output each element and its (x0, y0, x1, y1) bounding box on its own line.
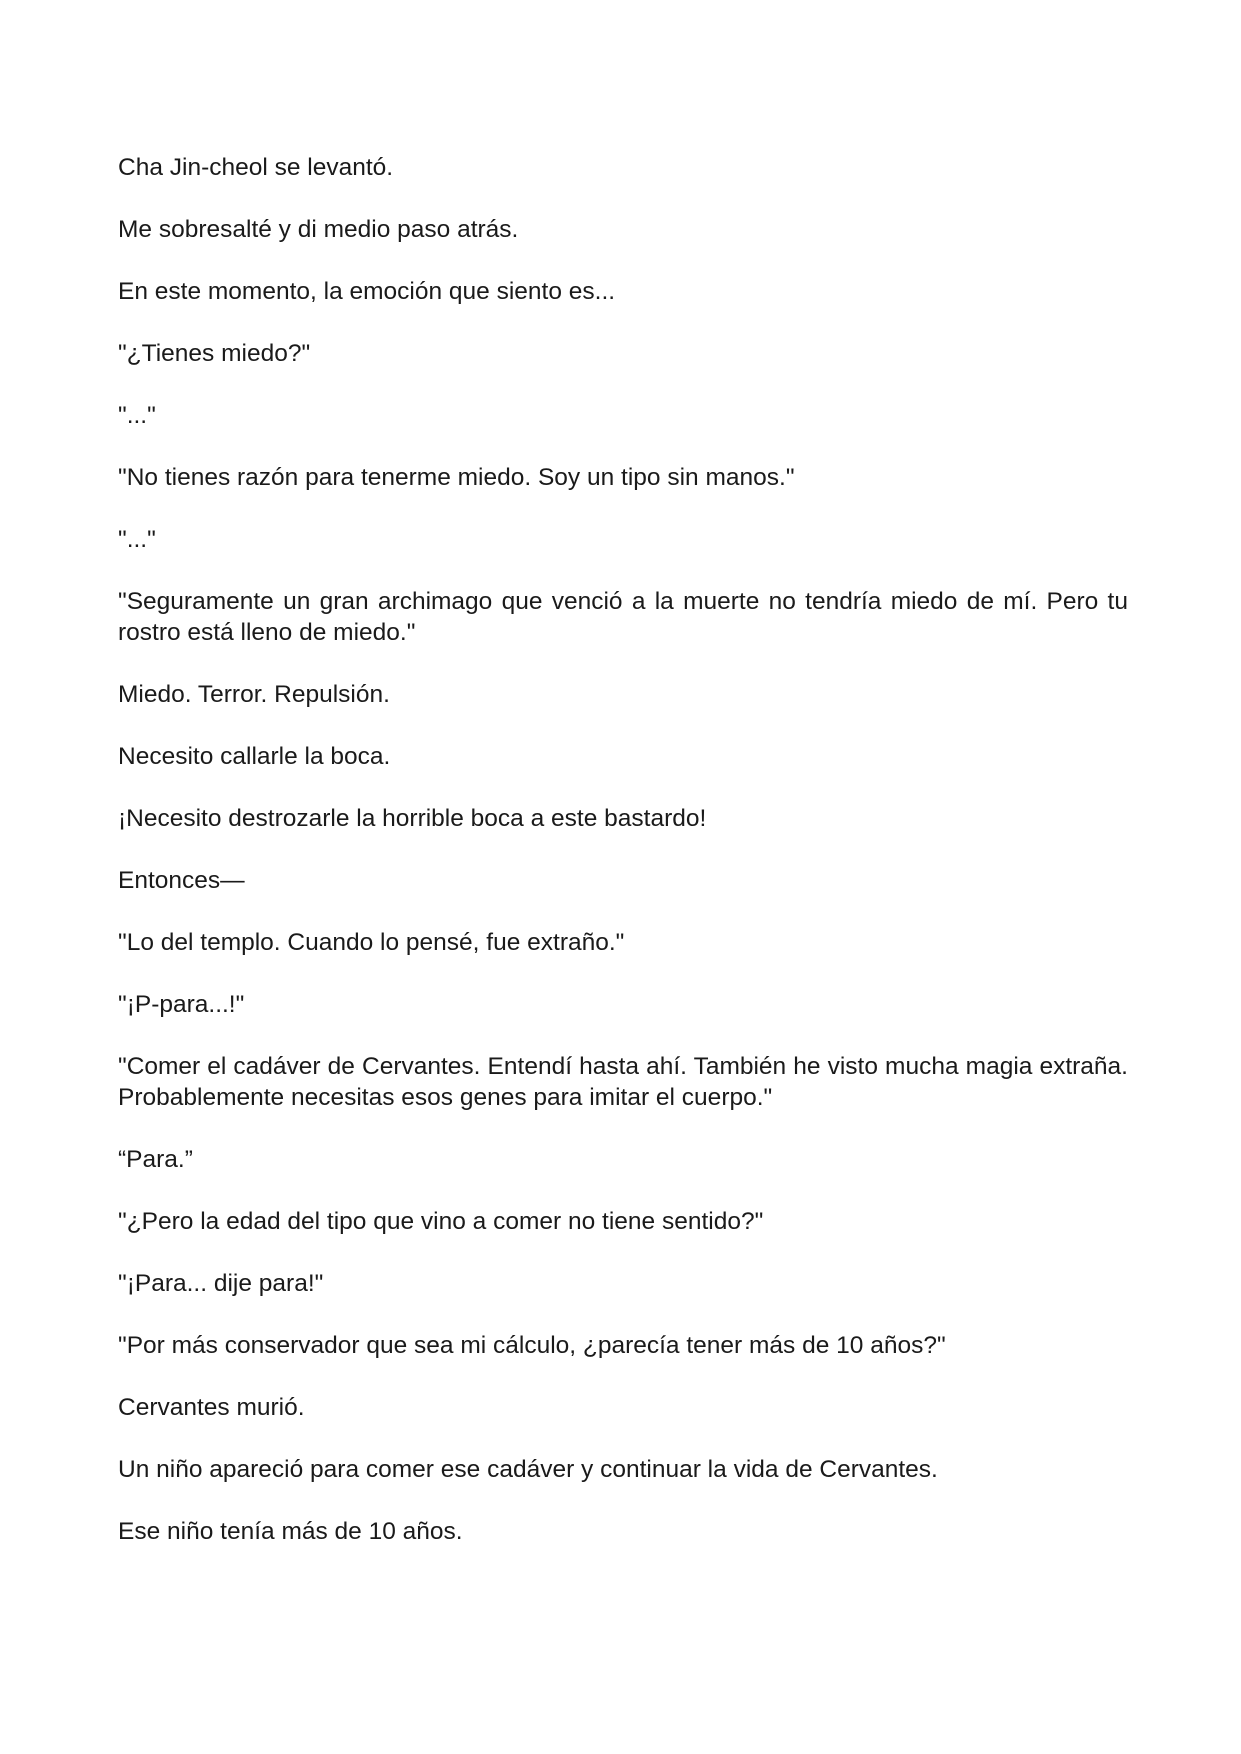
paragraph-8: "Seguramente un gran archimago que venció a la muerte no tendría miedo de mí. Pero tu rostro está lleno de miedo." (118, 588, 1128, 646)
paragraph-7: "..." (118, 526, 156, 553)
paragraph-9: Miedo. Terror. Repulsión. (118, 681, 390, 708)
paragraph-6: "No tienes razón para tenerme miedo. Soy un tipo sin manos." (118, 464, 795, 491)
paragraph-5: "..." (118, 402, 156, 429)
paragraph-18: "¡Para... dije para!" (118, 1270, 324, 1297)
paragraph-3: En este momento, la emoción que siento es... (118, 278, 616, 305)
paragraph-21: Un niño apareció para comer ese cadáver y continuar la vida de Cervantes. (118, 1456, 938, 1483)
paragraph-12: Entonces— (118, 867, 245, 894)
paragraph-20: Cervantes murió. (118, 1394, 305, 1421)
paragraph-15: "Comer el cadáver de Cervantes. Entendí hasta ahí. También he visto mucha magia extraña. Probablemente necesitas esos genes para imitar el cuerpo." (118, 1053, 1128, 1111)
paragraph-4: "¿Tienes miedo?" (118, 340, 311, 367)
paragraph-19: "Por más conservador que sea mi cálculo, ¿parecía tener más de 10 años?" (118, 1332, 946, 1359)
paragraph-22: Ese niño tenía más de 10 años. (118, 1518, 463, 1545)
paragraph-10: Necesito callarle la boca. (118, 743, 391, 770)
paragraph-17: "¿Pero la edad del tipo que vino a comer no tiene sentido?" (118, 1208, 764, 1235)
paragraph-2: Me sobresalté y di medio paso atrás. (118, 216, 519, 243)
paragraph-16: “Para.” (118, 1146, 193, 1173)
paragraph-11: ¡Necesito destrozarle la horrible boca a este bastardo! (118, 805, 707, 832)
paragraph-13: "Lo del templo. Cuando lo pensé, fue extraño." (118, 929, 625, 956)
document-body (118, 152, 1128, 1578)
paragraph-1: Cha Jin-cheol se levantó. (118, 154, 394, 181)
paragraph-14: "¡P-para...!" (118, 991, 245, 1018)
